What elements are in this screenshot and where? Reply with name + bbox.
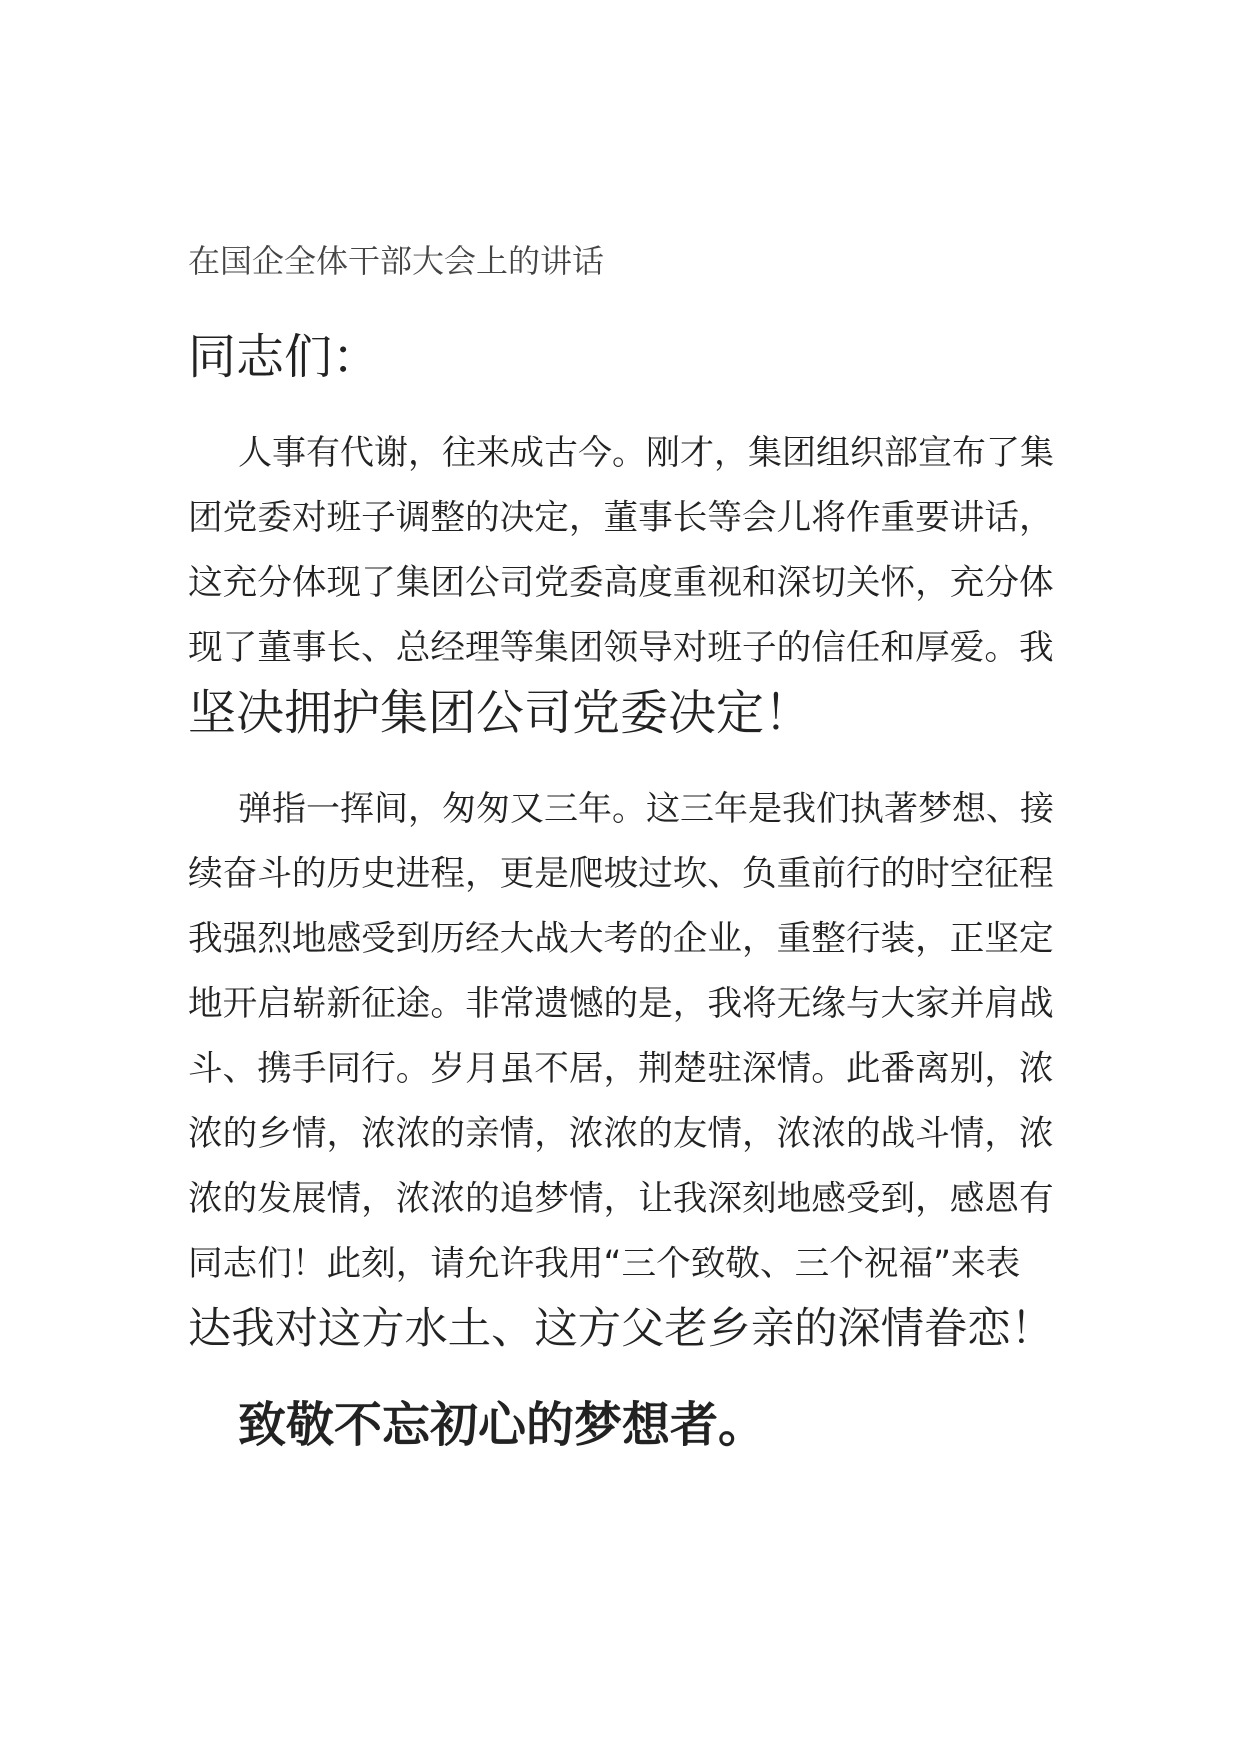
paragraph-line: 坚决拥护集团公司党委决定！ — [188, 685, 813, 741]
paragraph-line: 斗、携手同行。岁月虽不居，荆楚驻深情。此番离别，浓 — [188, 1049, 1054, 1089]
paragraph-line: 现了董事长、总经理等集团领导对班子的信任和厚爱。我 — [188, 628, 1054, 668]
paragraph-line: 这充分体现了集团公司党委高度重视和深切关怀，充分体 — [188, 563, 1054, 603]
paragraph-1 — [188, 421, 1058, 746]
paragraph-line: 地开启崭新征途。非常遗憾的是，我将无缘与大家并肩战 — [188, 984, 1054, 1024]
paragraph-line: 我强烈地感受到历经大战大考的企业，重整行装，正坚定 — [188, 919, 1054, 959]
paragraph-line: 同志们！此刻，请允许我用“三个致敬、三个祝福”来表 — [188, 1244, 1021, 1284]
section-heading — [188, 1393, 1058, 1458]
paragraph-line: 浓的发展情，浓浓的追梦情，让我深刻地感受到，感恩有 — [188, 1179, 1054, 1219]
document-page — [188, 229, 1058, 1489]
salutation-text: 同志们： — [188, 329, 381, 385]
paragraph-line: 弹指一挥间，匆匆又三年。这三年是我们执著梦想、接 — [238, 789, 1054, 829]
paragraph-line: 浓的乡情，浓浓的亲情，浓浓的友情，浓浓的战斗情，浓 — [188, 1114, 1054, 1154]
salutation — [188, 325, 1058, 390]
paragraph-2 — [188, 777, 1058, 1362]
paragraph-line: 团党委对班子调整的决定，董事长等会儿将作重要讲话， — [188, 498, 1054, 538]
title-text: 在国企全体干部大会上的讲话 — [188, 242, 605, 280]
paragraph-line: 续奋斗的历史进程，更是爬坡过坎、负重前行的时空征程 — [188, 854, 1054, 894]
section-heading-text: 致敬不忘初心的梦想者。 — [238, 1397, 767, 1453]
document-title — [188, 229, 1058, 294]
paragraph-line: 达我对这方水土、这方父老乡亲的深情眷恋！ — [188, 1304, 1054, 1354]
paragraph-line: 人事有代谢，往来成古今。刚才，集团组织部宣布了集 — [238, 433, 1054, 473]
